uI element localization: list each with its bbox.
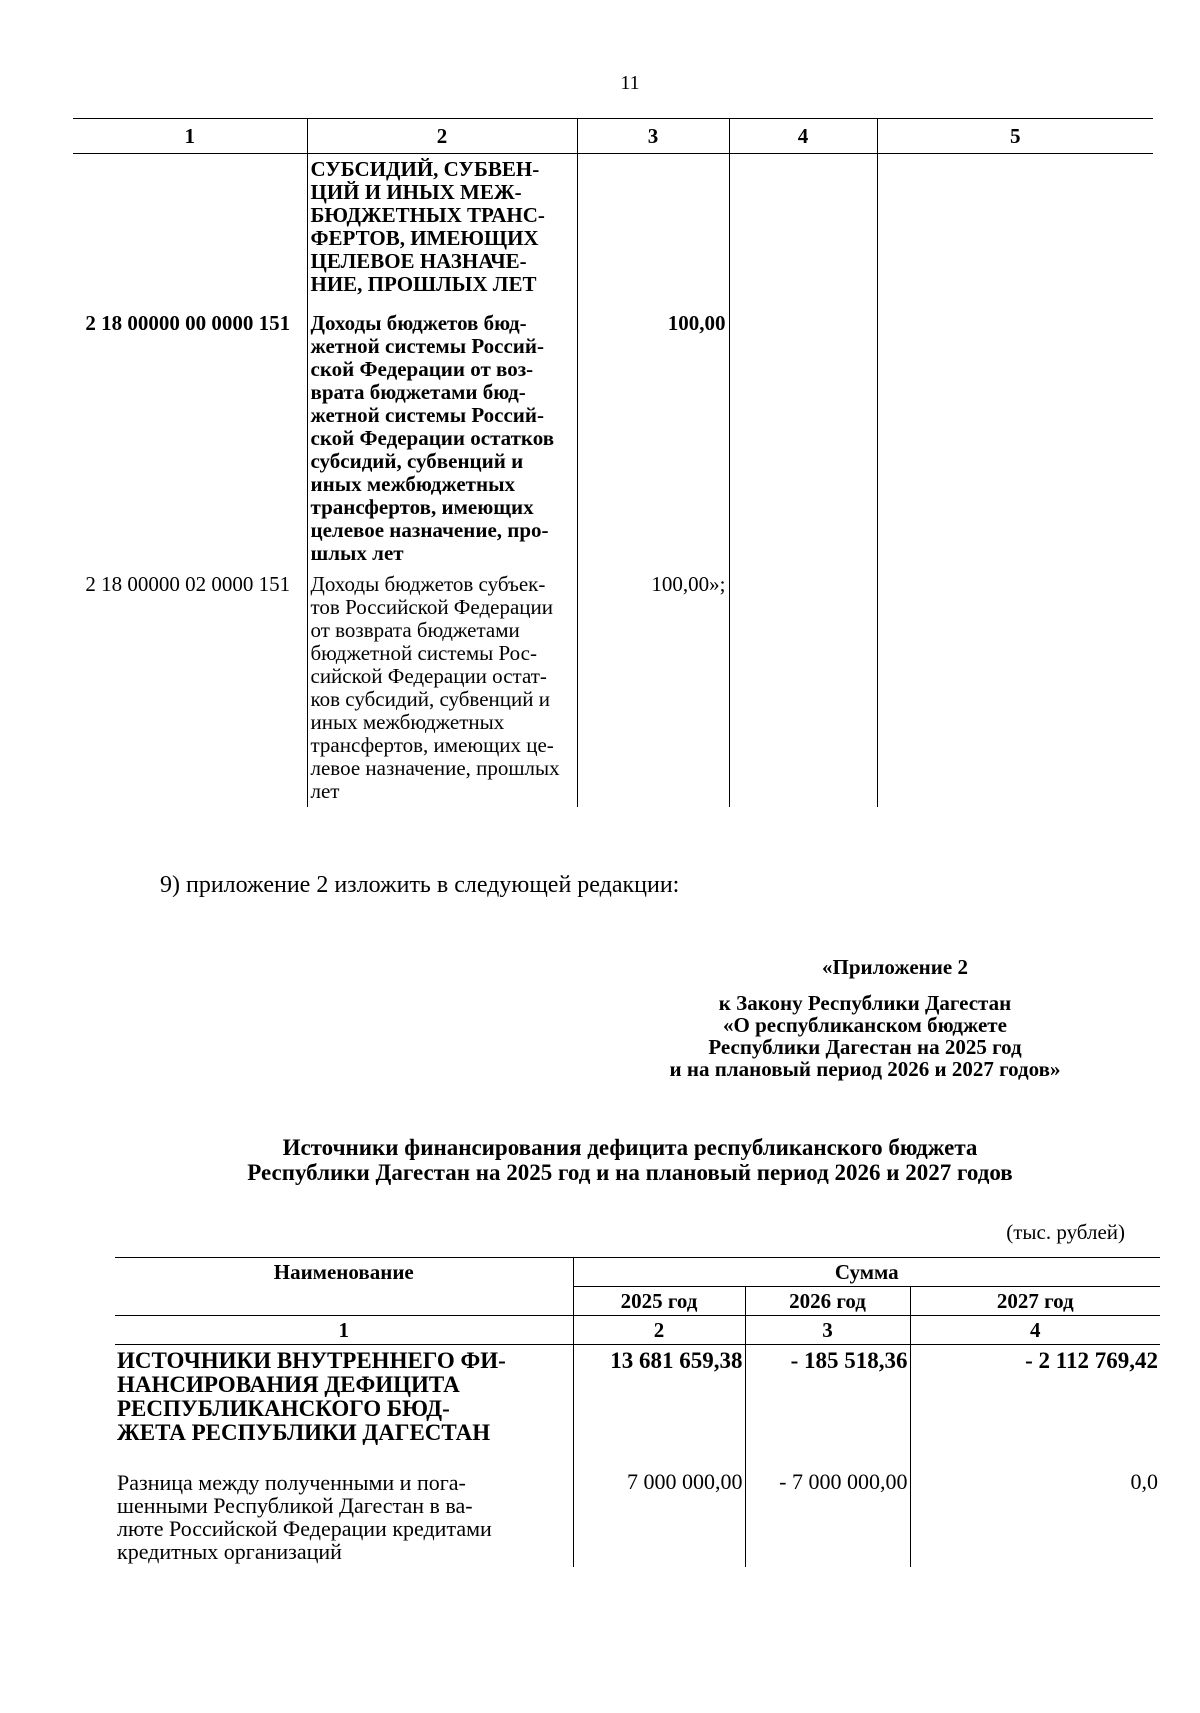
row-value-2026: - 185 518,36 (745, 1345, 910, 1468)
table-row (73, 308, 1153, 569)
row-value-2027: 0,0 (910, 1467, 1160, 1567)
document-title-line: Республики Дагестан на 2025 год и на плановый период 2026 и 2027 годов (247, 1160, 1013, 1185)
revenue-col-2: 2 (307, 119, 577, 154)
row-name: Разница между полученными и пога- шенными Республикой Дагестан в ва- люте Российской Федерации кредитами кредитных организаций (117, 1470, 492, 1564)
header-year-2025: 2025 год (573, 1287, 745, 1316)
row-value-2025: 7 000 000,00 (573, 1467, 745, 1567)
index-col-2: 2 (573, 1316, 745, 1345)
row-name: Доходы бюджетов субъек- тов Российской Федерации от возврата бюджетами бюджетной системы Рос- сийской Федерации остат- ков субсидий, субвенций и иных межбюджетных трансфертов, имеющих це- левое назначение, прошлых лет (307, 569, 577, 807)
revenue-table (73, 118, 1153, 807)
row-name: СУБСИДИЙ, СУБВЕН- ЦИЙ И ИНЫХ МЕЖ- БЮДЖЕТНЫХ ТРАНС- ФЕРТОВ, ИМЕЮЩИХ ЦЕЛЕВОЕ НАЗНАЧЕ- НИЕ, ПРОШЛЫХ ЛЕТ (307, 154, 577, 309)
revenue-col-5: 5 (877, 119, 1153, 154)
revenue-col-1: 1 (73, 119, 307, 154)
instruction-paragraph: 9) приложение 2 изложить в следующей редакции: (160, 872, 680, 898)
page-number: 11 (620, 72, 640, 94)
header-year-2027: 2027 год (910, 1287, 1160, 1316)
header-name: Наименование (115, 1258, 573, 1316)
appendix-line: и на плановый период 2026 и 2027 годов» (669, 1057, 1061, 1081)
header-sum: Сумма (573, 1258, 1160, 1287)
appendix-line: к Закону Республики Дагестан (718, 991, 1012, 1015)
row-amount: 100,00 (577, 308, 729, 569)
index-col-1: 1 (115, 1316, 573, 1345)
document-title (0, 1135, 1200, 1185)
appendix-title: «Приложение 2 (822, 955, 968, 979)
row-name: ИСТОЧНИКИ ВНУТРЕННЕГО ФИ- НАНСИРОВАНИЯ ДЕФИЦИТА РЕСПУБЛИКАНСКОГО БЮД- ЖЕТА РЕСПУБЛИКИ ДАГЕСТАН (117, 1348, 506, 1445)
document-title-line: Источники финансирования дефицита республиканского бюджета (282, 1135, 978, 1160)
index-col-4: 4 (910, 1316, 1160, 1345)
table-row (115, 1345, 1160, 1468)
table-row (73, 569, 1153, 807)
financing-header-row (115, 1258, 1160, 1287)
row-name: Доходы бюджетов бюд- жетной системы Россий- ской Федерации от воз- врата бюджетами бюд- жетной системы Россий- ской Федерации остатков субсидий, субвенций и иных межбюджетных трансфертов, имеющих целевое назначение, про- шлых лет (307, 308, 577, 569)
appendix-line: Республики Дагестан на 2025 год (708, 1035, 1022, 1059)
row-code: 2 18 00000 02 0000 151 (85, 572, 291, 596)
row-value-2025: 13 681 659,38 (573, 1345, 745, 1468)
appendix-line: «О республиканском бюджете (723, 1013, 1007, 1037)
table-row (73, 154, 1153, 309)
financing-table (115, 1257, 1160, 1567)
table-row (115, 1467, 1160, 1567)
index-col-3: 3 (745, 1316, 910, 1345)
revenue-col-4: 4 (729, 119, 877, 154)
header-year-2026: 2026 год (745, 1287, 910, 1316)
row-code (73, 154, 307, 309)
revenue-table-header-row (73, 119, 1153, 154)
appendix-heading (630, 956, 1100, 1080)
row-amount (577, 154, 729, 309)
row-value-2027: - 2 112 769,42 (910, 1345, 1160, 1468)
row-value-2026: - 7 000 000,00 (745, 1467, 910, 1567)
revenue-col-3: 3 (577, 119, 729, 154)
row-amount: 100,00»; (577, 569, 729, 807)
row-code: 2 18 00000 00 0000 151 (85, 311, 291, 335)
units-note: (тыс. рублей) (1006, 1220, 1125, 1244)
financing-index-row (115, 1316, 1160, 1345)
